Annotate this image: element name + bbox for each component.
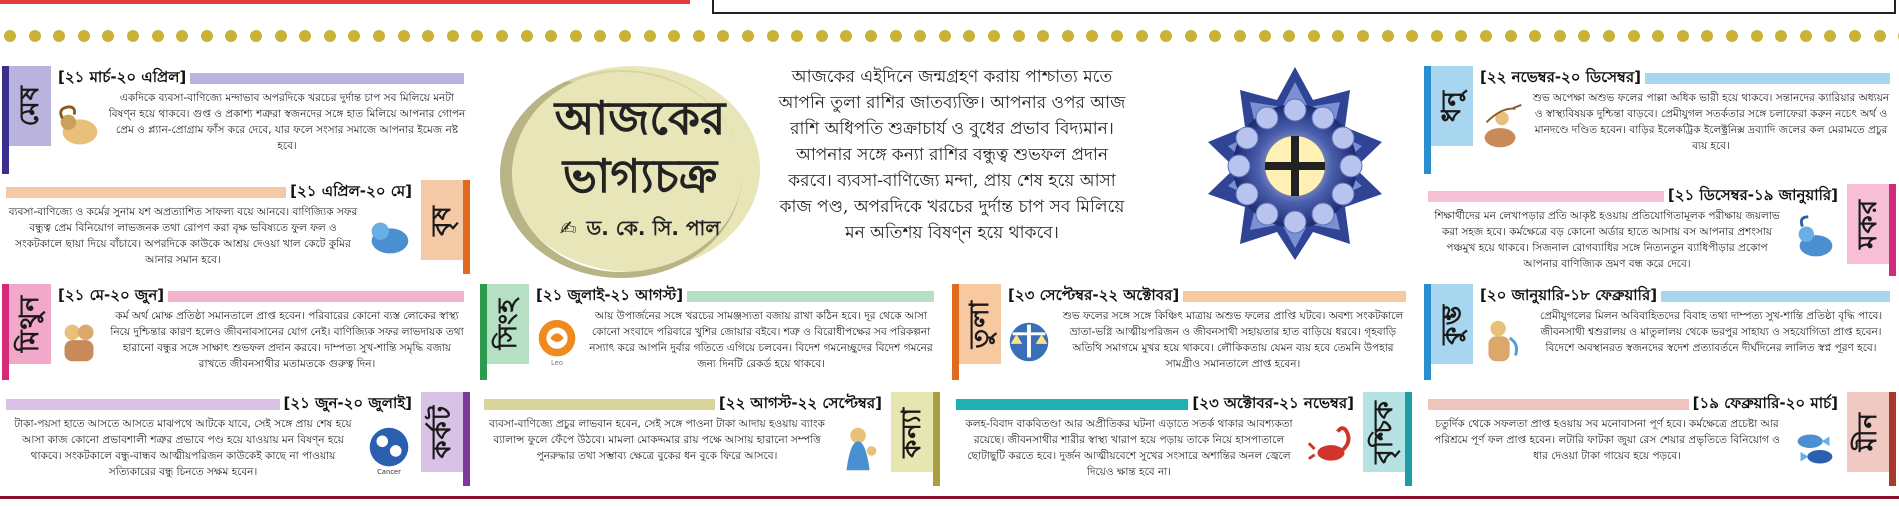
divider-dot: [693, 30, 705, 42]
sign-card-gemini: [2, 282, 470, 384]
top-frame: [712, 0, 1896, 14]
sign-date-row: [1476, 286, 1890, 306]
crab-icon: [364, 422, 414, 476]
sign-edge-strip: [1405, 392, 1412, 486]
sign-forecast-text: শিক্ষার্থীদের মন লেখাপড়ার প্রতি আকৃষ্ট হওয়ায় প্রতিযোগিতামূলক পরীক্ষায় জয়লাভ করা সহজ হবে। কর্মক্ষেত্রে বড় কোনো অর্ডার হাতে আসায় বস আপনার প্রশংসায় পঞ্চমুখ হয়ে থাকবে। সিজনাল রোগব্যাধির সঙ্গে নিত্যনতুন ব্যাধিপীড়ার প্রকোপ আপনার বাণিজ্যিক ভ্রমণ বন্ধ করে দেবে।: [1434, 210, 1780, 270]
sign-name: মিথুন: [15, 295, 45, 353]
sign-card-capricorn: [1424, 182, 1896, 280]
sign-forecast-text: টাকা-পয়সা হাতে আসতে আসতে মাঝপথে আটকে যাবে, সেই সঙ্গে প্রায় শেষ হয়ে আসা কাজ কোনো প্রভাবশালী শত্রুর প্রভাবে পণ্ড হয়ে যাওয়ায় মন বিষণ্ন হয়ে থাকবে। সংকটকালে বন্ধু-বান্ধব আত্মীয়পরিজন কাউকেই কাছে না পাওয়ায় সত্যিকারের বন্ধু চিনতে সক্ষম হবেন।: [14, 418, 352, 478]
sign-date-row: [1428, 394, 1842, 414]
divider-dot: [594, 30, 606, 42]
divider-dot: [545, 30, 557, 42]
divider-dot: [1136, 30, 1148, 42]
sign-date-range: [২৩ সেপ্টেম্বর-২২ অক্টোবর]: [1004, 284, 1183, 309]
divider-dot: [1160, 30, 1172, 42]
sign-name: কন্যা: [897, 406, 927, 458]
sign-forecast-text: ব্যবসা-বাণিজ্যে ও কর্মের সুনাম যশ অপ্রত্যাশিত সাফল্য বয়ে আনবে। বাণিজ্যিক সফর বন্ধুত্ব প্রেম বিনিয়োগ লাভজনক তথা রোপণ করা বৃক্ষ ভবিষ্যতে ফুল ফল ও সংকটকালে ছায়া দিয়ে বাঁচাবে। অপরদিকে কাউকে আশ্রয় দেওয়া খাল কেটে কুমির আনার সমান হবে।: [8, 206, 358, 266]
sign-forecast-text: প্রেমীযুগলের মিলন অবিবাহিতদের বিবাহ তথা দাম্পত্য সুখ-শান্তি প্রতিষ্ঠা বৃদ্ধি পাবে। জীবনসাথী শ্বশুরালয় ও মাতুলালয় থেকে ভরপুর সাহায্য ও সহযোগিতা প্রাপ্ত হবেন। বিদেশে অবস্থানরত স্বজনদের স্বদেশ প্রত্যাবর্তনে দীর্ঘদিনের লালিত স্বপ্ন পূরণ হবে।: [1539, 310, 1883, 354]
sign-name: মকর: [1853, 199, 1883, 249]
sign-name-tab: [1431, 66, 1473, 146]
sign-date-range: [২১ মে-২০ জুন]: [54, 284, 168, 309]
divider-dot: [201, 30, 213, 42]
divider-dot: [1874, 30, 1886, 42]
divider-dot: [644, 30, 656, 42]
divider-dot: [1554, 30, 1566, 42]
sign-card-sagittarius: [1424, 64, 1896, 178]
divider-dot: [840, 30, 852, 42]
divider-dot: [1505, 30, 1517, 42]
sign-name: সিংহ: [493, 298, 523, 350]
top-red-rule: [0, 0, 690, 4]
divider-dot: [521, 30, 533, 42]
pen-icon: ✍: [559, 216, 577, 240]
divider-dot: [1849, 30, 1861, 42]
divider-dot: [348, 30, 360, 42]
divider-dot: [1259, 30, 1271, 42]
sign-date-range: [২২ আগস্ট-২২ সেপ্টেম্বর]: [715, 392, 886, 417]
sign-forecast-text: শুভ ফলের সঙ্গে সঙ্গে কিঞ্চিৎ মাত্রায় অশুভ ফলের প্রাপ্তি ঘটবে। অবশ্য সংকটকালে ভ্রাতা-ভগ্নি আত্মীয়পরিজন ও জীবনসাথী সহায়তার হাত বাড়িয়ে ধরবে। গৃহবাড়ি অতিথি সমাগমে মুখর হয়ে থাকবে। লৌকিকতায় যেমন ব্যয় হবে তেমনি উপহার সামগ্রীও সমানতালে প্রাপ্ত হবেন।: [1062, 310, 1404, 370]
sign-date-range: [২১ ডিসেম্বর-১৯ জানুয়ারি]: [1664, 184, 1842, 209]
divider-dot: [1111, 30, 1123, 42]
divider-dot: [1406, 30, 1418, 42]
sign-date-row: [1428, 186, 1842, 206]
sign-forecast-text: শুভ অপেক্ষা অশুভ ফলের পাল্লা অধিক ভারী হয়ে থাকবে। সন্তানদের ক্যারিয়ার অধ্যয়ন ও স্বাস্থ্যবিষয়ক দুশ্চিন্তা বাড়বে। প্রেমীযুগল সতর্কতার সঙ্গে চলাফেরা করুন নচেৎ অর্থ ও মানদণ্ডে দণ্ডিত হবেন। বাড়ির ইলেকট্রিক ইলেক্ট্রনিক্স দ্রব্যাদি জলের কল মেরামতে প্রচুর ব্যয় হবে।: [1532, 92, 1890, 152]
sign-name: তুলা: [965, 299, 995, 349]
divider-dot: [176, 30, 188, 42]
twins-icon: [54, 315, 104, 369]
sign-date-range: [২৩ অক্টোবর-২১ নভেম্বর]: [1188, 392, 1358, 417]
divider-dot: [1357, 30, 1369, 42]
sign-color-bar: [687, 291, 934, 302]
sign-name-tab: [1431, 284, 1473, 364]
bull-icon: [364, 210, 414, 264]
sign-card-aries: [2, 64, 470, 178]
divider-dot: [717, 30, 729, 42]
svg-text:Cancer: Cancer: [377, 468, 401, 476]
divider-dot: [398, 30, 410, 42]
ram-icon: [54, 103, 104, 157]
divider-dot: [225, 30, 237, 42]
fish-icon: [1790, 422, 1840, 476]
divider-dot: [1726, 30, 1738, 42]
page-title-line2: ভাগ্যচক্র: [562, 149, 718, 203]
sign-name: বৃষ: [427, 204, 457, 236]
divider-dot: [102, 30, 114, 42]
sign-color-bar: [6, 187, 286, 198]
bottom-rule: [0, 496, 1899, 499]
sign-card-cancer: [2, 390, 470, 490]
sign-date-range: [২১ এপ্রিল-২০ মে]: [286, 180, 416, 205]
archer-icon: [1476, 103, 1526, 157]
divider-dot: [127, 30, 139, 42]
divider-dot: [29, 30, 41, 42]
sign-date-row: [1004, 286, 1406, 306]
dotted-divider: [0, 30, 1899, 44]
sign-color-bar: [6, 399, 280, 410]
divider-dot: [1062, 30, 1074, 42]
divider-dot: [668, 30, 680, 42]
scorpion-icon: [1306, 422, 1356, 476]
sign-name: কুম্ভ: [1437, 303, 1467, 345]
sign-color-bar: [956, 399, 1188, 410]
divider-dot: [152, 30, 164, 42]
sign-forecast-text: কলহ-বিবাদ বাকবিতণ্ডা আর অপ্রীতিকর ঘটনা এড়াতে সতর্ক থাকার আবশ্যকতা রয়েছে। জীবনসাথীর শারীর স্বাস্থ্য খারাপ হয়ে পড়ায় তাকে নিয়ে হাসপাতালে ছোটাছুটি করতে হবে। দুর্জন আত্মীয়বেশে সুখের সংসারে অশান্তির অনল জ্বেলে দিয়েও ক্ষান্ত হবে না।: [965, 418, 1293, 478]
divider-dot: [1431, 30, 1443, 42]
sign-name-tab: [9, 284, 51, 364]
sign-name-tab: [959, 284, 1001, 364]
divider-dot: [742, 30, 754, 42]
sign-date-row: [532, 286, 934, 306]
sign-date-row: [6, 394, 416, 414]
sign-name-tab: [1847, 392, 1889, 472]
divider-dot: [1578, 30, 1590, 42]
divider-dot: [1529, 30, 1541, 42]
divider-dot: [250, 30, 262, 42]
divider-dot: [988, 30, 1000, 42]
goat-icon: [1790, 213, 1840, 267]
divider-dot: [890, 30, 902, 42]
sign-date-range: [২২ নভেম্বর-২০ ডিসেম্বর]: [1476, 66, 1645, 91]
sign-forecast-text: ব্যবসা-বাণিজ্যে প্রচুর লাভবান হবেন, সেই সঙ্গে পাওনা টাকা আদায় হওয়ায় ব্যাংক ব্যালান্স ফুলে ফেঁপে উঠবে। মামলা মোকদ্দমার রায় পক্ষে আসায় হারানো সম্পত্তি পুনরুদ্ধার তথা সম্ভাব্য ক্ষেত্রে বুকের ধন বুকে ফিরে আসবে।: [489, 418, 825, 462]
sign-card-leo: [480, 282, 940, 384]
divider-dot: [373, 30, 385, 42]
divider-dot: [1086, 30, 1098, 42]
sign-color-bar: [1428, 399, 1689, 410]
sign-edge-strip: [463, 392, 470, 486]
svg-text:Leo: Leo: [551, 359, 563, 368]
sign-date-row: [1476, 68, 1890, 88]
sign-date-range: [১৯ ফেব্রুয়ারি-২০ মার্চ]: [1689, 392, 1842, 417]
sign-color-bar: [1183, 291, 1406, 302]
sign-color-bar: [1661, 291, 1890, 302]
divider-dot: [865, 30, 877, 42]
sign-name-tab: [1847, 184, 1889, 264]
intro-paragraph: আজকের এইদিনে জন্মগ্রহণ করায় পাশ্চাত্য মতে আপনি তুলা রাশির জাতব্যক্তি। আপনার ওপর আজ রাশি অধিপতি শুক্রাচার্য ও বুধের প্রভাব বিদ্যমান। আপনার সঙ্গে কন্যা রাশির বন্ধুত্ব শুভফল প্রদান করবে। ব্যবসা-বাণিজ্যে মন্দা, প্রায় শেষ হয়ে আসা কাজ পণ্ড, অপরদিকে খরচের দুর্দান্ত চাপ সব মিলিয়ে মন অতিশয় বিষণ্ন হয়ে থাকবে।: [778, 67, 1126, 243]
sign-color-bar: [1428, 191, 1664, 202]
sign-edge-strip: [1889, 392, 1896, 486]
sign-date-range: [২১ জুলাই-২১ আগস্ট]: [532, 284, 687, 309]
divider-dot: [767, 30, 779, 42]
divider-dot: [619, 30, 631, 42]
divider-dot: [1824, 30, 1836, 42]
divider-dot: [1013, 30, 1025, 42]
divider-dot: [1480, 30, 1492, 42]
sign-edge-strip: [1889, 184, 1896, 276]
divider-dot: [1185, 30, 1197, 42]
divider-dot: [471, 30, 483, 42]
sign-color-bar: [190, 73, 464, 84]
divider-dot: [1603, 30, 1615, 42]
sign-name: বৃশ্চিক: [1369, 400, 1399, 464]
author-name: ড. কে. সি. পাল: [586, 216, 721, 240]
divider-dot: [299, 30, 311, 42]
sign-name-tab: [891, 392, 933, 472]
sign-card-virgo: [480, 390, 940, 490]
sign-card-pisces: [1424, 390, 1896, 490]
divider-dot: [1382, 30, 1394, 42]
divider-dot: [1652, 30, 1664, 42]
divider-dot: [496, 30, 508, 42]
divider-dot: [1308, 30, 1320, 42]
sign-color-bar: [1645, 73, 1890, 84]
divider-dot: [324, 30, 336, 42]
divider-dot: [4, 30, 16, 42]
divider-dot: [1775, 30, 1787, 42]
sign-date-range: [২১ জুন-২০ জুলাই]: [280, 392, 417, 417]
divider-dot: [816, 30, 828, 42]
divider-dot: [53, 30, 65, 42]
divider-dot: [791, 30, 803, 42]
sign-name: মেষ: [15, 85, 45, 127]
divider-dot: [1283, 30, 1295, 42]
sign-edge-strip: [933, 392, 940, 486]
sign-name-tab: [421, 392, 463, 472]
sign-edge-strip: [463, 180, 470, 274]
divider-dot: [914, 30, 926, 42]
zodiac-wheel-icon: [1200, 62, 1390, 262]
divider-dot: [1701, 30, 1713, 42]
sign-color-bar: [484, 399, 715, 410]
water-bearer-icon: [1476, 315, 1526, 369]
sign-forecast-text: আয় উপার্জনের সঙ্গে খরচের সামঞ্জস্যতা বজায় রাখা কঠিন হবে। দূর থেকে আসা কোনো সংবাদে পরিবারে খুশির জোয়ার বইবে। শত্রু ও বিরোধীপক্ষের সব পরিকল্পনা নস্যাৎ করে আপনি দুর্বার গতিতে এগিয়ে চলবেন। বিদেশ গমনেচ্ছুদের বিদেশ গমনের জন্য দিনটি রেকর্ড হয়ে থাকবে।: [589, 310, 933, 370]
sign-name-tab: [487, 284, 529, 364]
divider-dot: [275, 30, 287, 42]
sign-date-range: [২০ জানুয়ারি-১৮ ফেব্রুয়ারি]: [1476, 284, 1661, 309]
divider-dot: [1677, 30, 1689, 42]
divider-dot: [1455, 30, 1467, 42]
byline: [540, 214, 740, 247]
divider-dot: [570, 30, 582, 42]
divider-dot: [1209, 30, 1221, 42]
sign-forecast-text: কর্ম অর্থ মোক্ষ প্রতিষ্ঠা সমানতালে প্রাপ্ত হবেন। পরিবারের কোনো ব্যস্ত লোকের স্বাস্থ্য নিয়ে দুশ্চিন্তার কারণ হলেও জীবনাবসানের যোগ নেই। বাণিজ্যিক সফর লাভদায়ক তথা হারানো বন্ধুর সঙ্গে সাক্ষাৎ শুভফল প্রদান করবে। দাম্পত্য সুখ-শান্তি সমৃদ্ধি বজায় রাখতে জীবনসাথীর মতামতকে গুরুত্ব দিন।: [110, 310, 464, 370]
sign-date-row: [6, 182, 416, 202]
divider-dot: [1628, 30, 1640, 42]
divider-dot: [1332, 30, 1344, 42]
sign-date-row: [484, 394, 886, 414]
divider-dot: [78, 30, 90, 42]
divider-dot: [1037, 30, 1049, 42]
page-title-line1: আজকের: [554, 91, 726, 145]
sign-color-bar: [168, 291, 464, 302]
sign-name-tab: [9, 66, 51, 146]
lion-icon: [532, 315, 582, 369]
sign-card-taurus: [2, 178, 470, 278]
scales-icon: [1004, 315, 1054, 369]
divider-dot: [1800, 30, 1812, 42]
sign-name: কর্কট: [427, 405, 457, 459]
sign-forecast-text: একদিকে ব্যবসা-বাণিজ্যে মন্দাভাব অপরদিকে খরচের দুর্দান্ত চাপ সব মিলিয়ে মনটা বিষণ্ন হয়ে থাকবে। গুপ্ত ও প্রকাশ্য শত্রুরা স্বজনদের সঙ্গে হাত মিলিয়ে আপনার গোপন প্রেম ও প্ল্যান-প্রোগ্রাম ফাঁস করে দেবে, যার ফলে সংসার সমাজে আপনার ইমেজ নষ্ট হবে।: [108, 92, 466, 152]
sign-name: ধনু: [1437, 89, 1467, 123]
divider-dot: [963, 30, 975, 42]
sign-forecast-text: চতুর্দিক থেকে সফলতা প্রাপ্ত হওয়ায় সব মনোবাসনা পূর্ণ হবে। কর্মক্ষেত্রে প্রচেষ্টা আর পরিশ্রমে পূর্ণ ফল প্রাপ্ত হবেন। লটারি ফাটকা জুয়া রেস শেয়ার প্রভৃতিতে বিনিয়োগ ও ধার দেওয়া টাকা গায়েব হয়ে পড়বে।: [1434, 418, 1780, 462]
sign-card-aquarius: [1424, 282, 1896, 384]
maiden-icon: [834, 422, 884, 476]
divider-dot: [447, 30, 459, 42]
sign-name-tab: [1363, 392, 1405, 472]
divider-dot: [1751, 30, 1763, 42]
title-badge: [500, 66, 760, 272]
divider-dot: [422, 30, 434, 42]
sign-name: মীন: [1853, 412, 1883, 452]
sign-name-tab: [421, 180, 463, 260]
sign-date-row: [54, 68, 464, 88]
divider-dot: [939, 30, 951, 42]
divider-dot: [1234, 30, 1246, 42]
sign-date-row: [956, 394, 1358, 414]
sign-card-libra: [952, 282, 1412, 384]
sign-date-row: [54, 286, 464, 306]
sign-date-range: [২১ মার্চ-২০ এপ্রিল]: [54, 66, 190, 91]
sign-card-scorpio: [952, 390, 1412, 490]
